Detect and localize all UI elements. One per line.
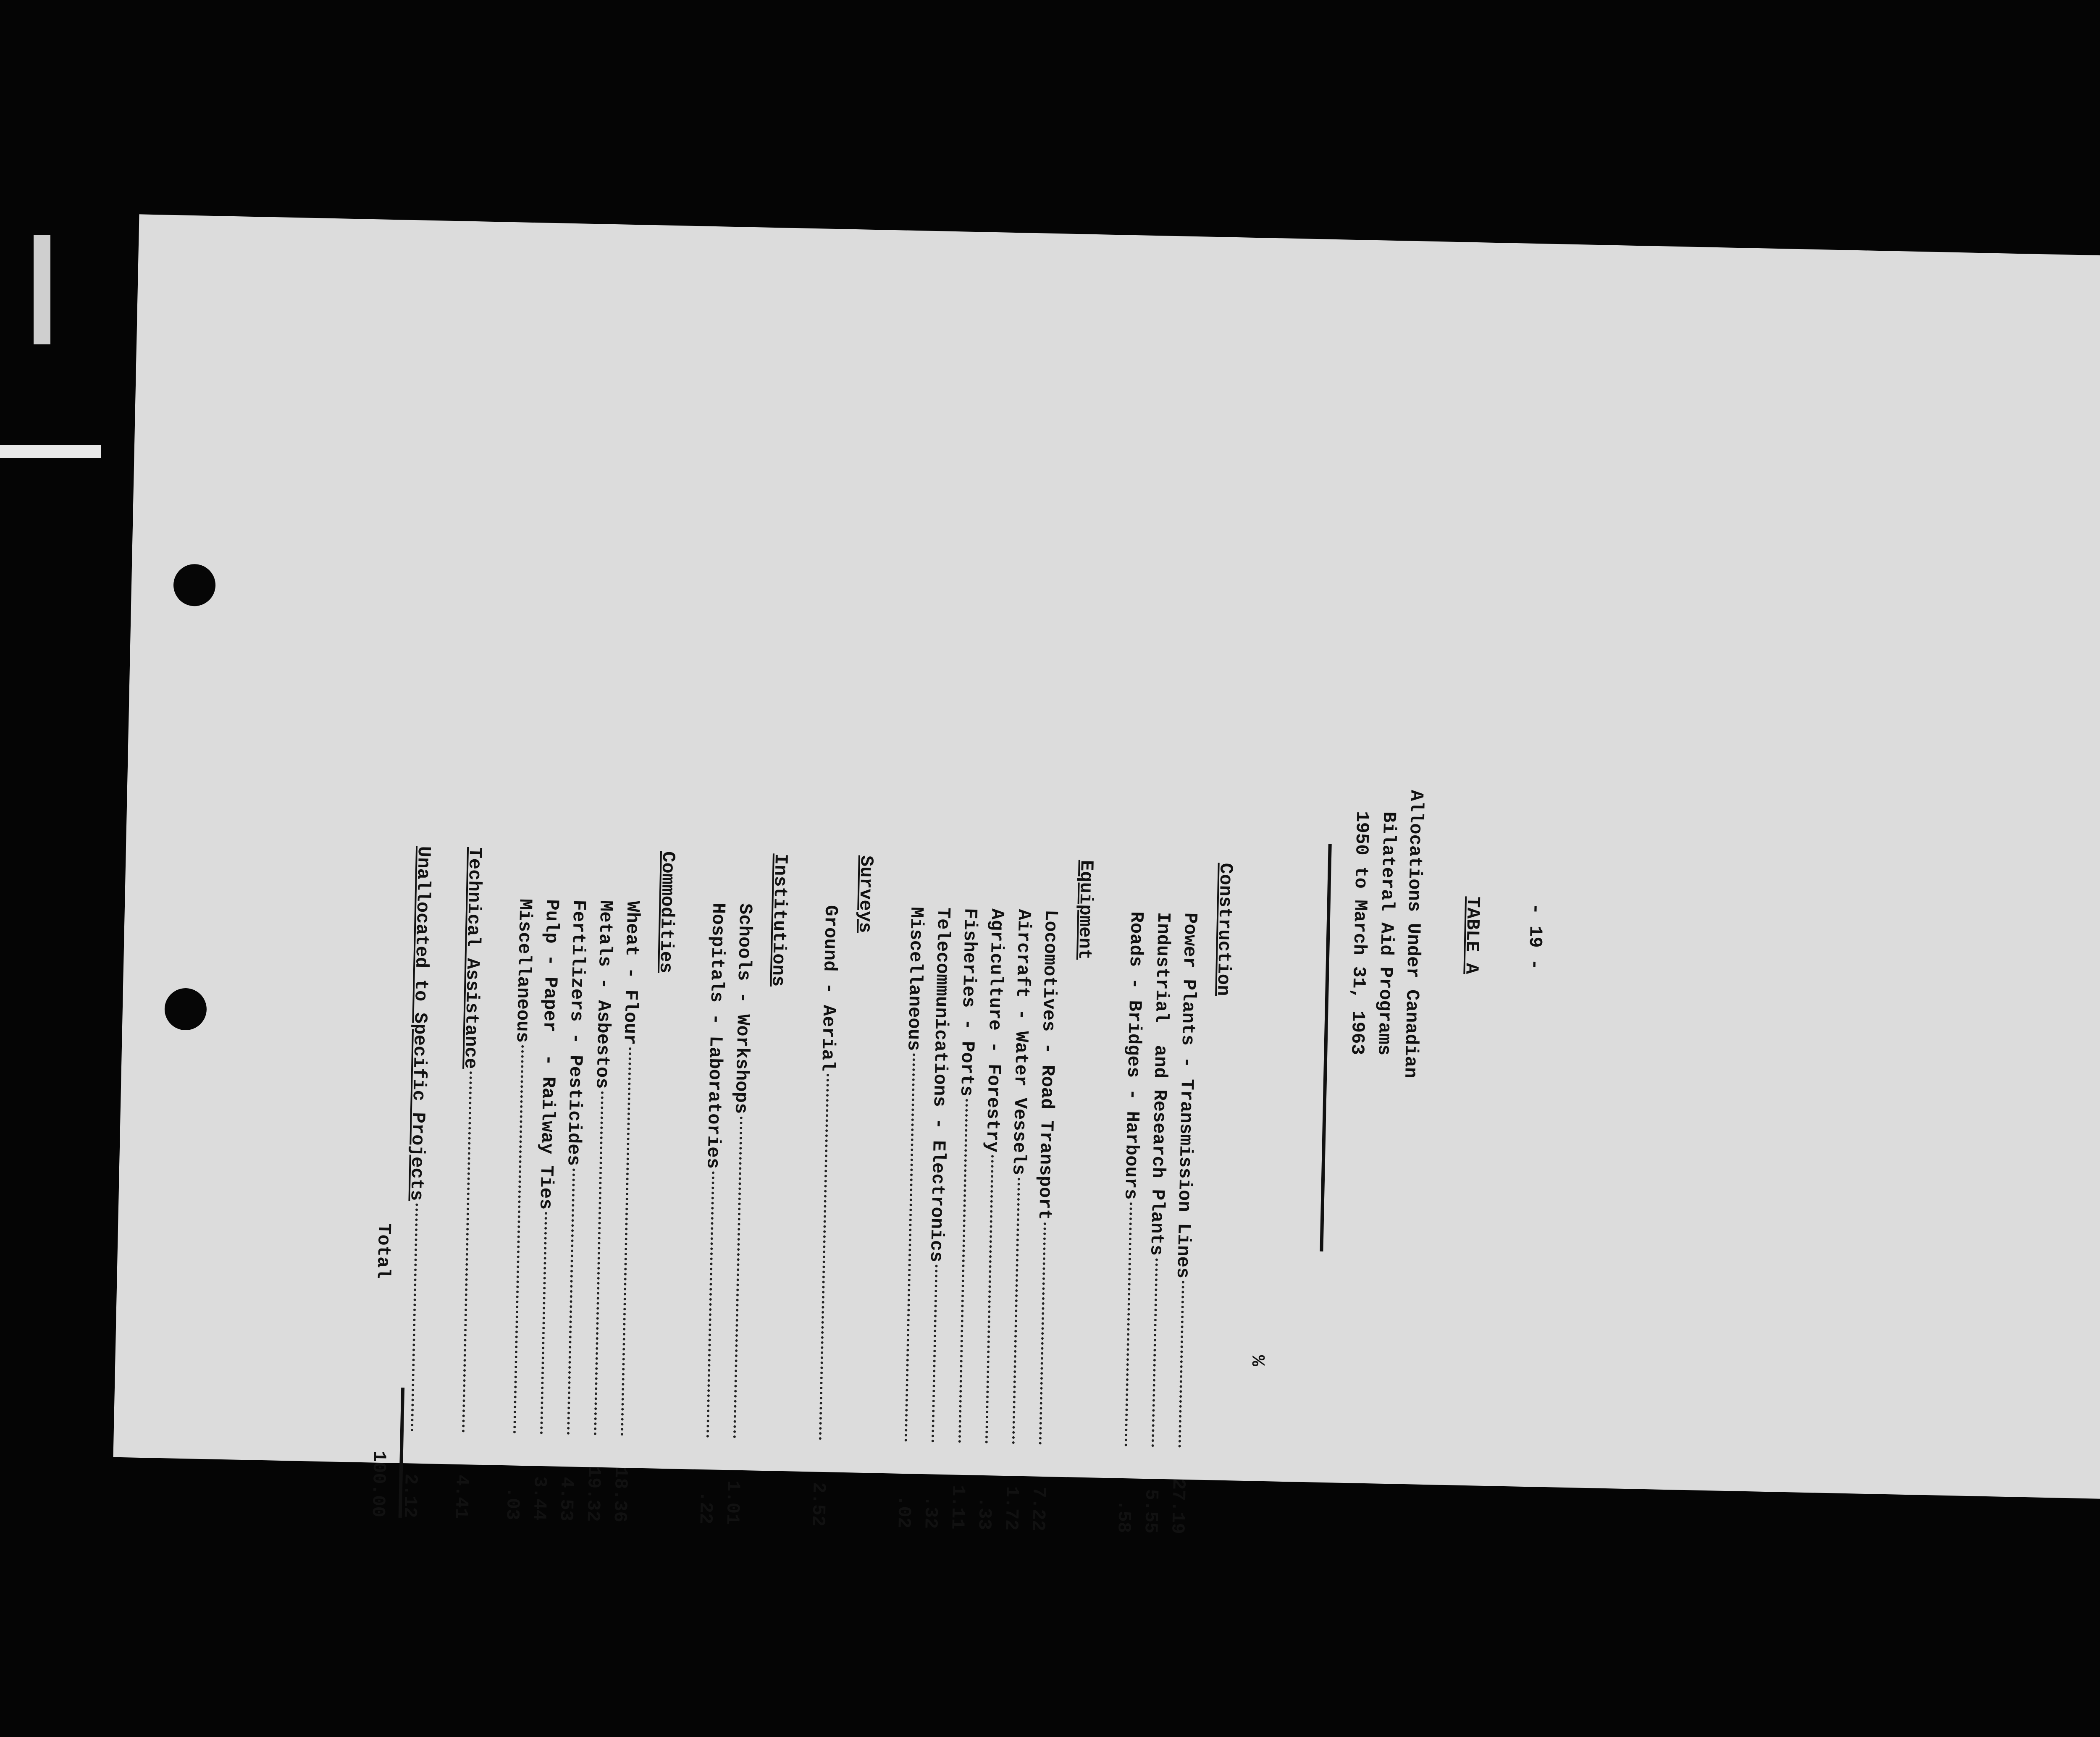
allocation-item-value: 27.19 bbox=[1166, 1478, 1189, 1535]
total-spacer bbox=[375, 1279, 378, 1433]
table-label: TABLE A bbox=[1460, 896, 1483, 975]
allocation-item-value: .58 bbox=[1113, 1499, 1134, 1533]
dot-leader bbox=[733, 1116, 743, 1438]
section-equipment bbox=[890, 856, 1099, 1532]
allocation-item-label: Pulp - Paper - Railway Ties bbox=[535, 899, 562, 1210]
percent-symbol: % bbox=[1246, 1355, 1268, 1367]
dot-leader bbox=[567, 1168, 575, 1435]
dot-leader bbox=[594, 1092, 604, 1435]
dot-leader bbox=[958, 1099, 968, 1443]
allocation-item-label: Power Plants - Transmission Lines bbox=[1172, 912, 1201, 1279]
allocation-item-value: 4.53 bbox=[555, 1477, 577, 1522]
title-rule bbox=[1320, 844, 1331, 1252]
section-heading: Surveys bbox=[854, 855, 877, 934]
page-number: - 19 - bbox=[1523, 903, 1546, 970]
allocation-item-value: .33 bbox=[973, 1496, 995, 1530]
allocation-item-value: 5.55 bbox=[1139, 1489, 1162, 1534]
table-title bbox=[1333, 324, 1439, 1543]
title-line: Bilateral Aid Programs bbox=[1373, 811, 1399, 1056]
allocation-item-label: Wheat - Flour bbox=[619, 900, 643, 1045]
section-heading: Construction bbox=[1212, 863, 1236, 997]
allocation-item-label: Aircraft - Water Vessels bbox=[1008, 909, 1034, 1175]
allocation-item-label: Fisheries - Ports bbox=[955, 908, 981, 1097]
dot-leader bbox=[540, 1212, 547, 1434]
allocation-item-label: Agriculture - Forestry bbox=[981, 908, 1008, 1153]
unallocated-value: 2.12 bbox=[399, 1473, 421, 1518]
dot-leader bbox=[1039, 1223, 1046, 1445]
film-edge-top bbox=[0, 445, 101, 458]
allocation-list bbox=[364, 845, 1239, 1535]
allocation-item-label: Roads - Bridges - Harbours bbox=[1119, 911, 1147, 1200]
allocation-item-value: .32 bbox=[919, 1495, 942, 1529]
allocation-item-value: .22 bbox=[694, 1490, 717, 1524]
dot-leader bbox=[985, 1155, 994, 1443]
document-page bbox=[113, 214, 2100, 1535]
allocation-item-value: 2.52 bbox=[807, 1482, 829, 1527]
allocation-item-label: Miscellaneous bbox=[511, 898, 536, 1043]
technical-assistance-label: Technical Assistance bbox=[459, 847, 486, 1069]
allocation-item-value: 3.44 bbox=[528, 1476, 550, 1521]
dot-leader bbox=[932, 1265, 938, 1442]
title-line: 1950 to March 31, 1963 bbox=[1346, 811, 1373, 1055]
allocation-item-label: Metals - Asbestos bbox=[591, 900, 616, 1089]
allocation-item-row bbox=[804, 854, 845, 1527]
total-label: Total bbox=[372, 1223, 394, 1279]
dot-leader bbox=[1179, 1281, 1184, 1448]
dot-leader bbox=[1012, 1178, 1020, 1444]
allocation-item-value: 1.72 bbox=[1000, 1486, 1022, 1531]
allocation-item-value: 1.01 bbox=[721, 1480, 743, 1525]
total-value: 100.00 bbox=[367, 1450, 389, 1518]
allocation-item-value: .02 bbox=[892, 1495, 915, 1529]
section-heading: Commodities bbox=[654, 851, 679, 973]
dot-leader bbox=[819, 1074, 829, 1440]
section-heading: Equipment bbox=[1073, 860, 1097, 960]
section-heading: Institutions bbox=[767, 853, 791, 987]
dot-leader bbox=[1125, 1202, 1132, 1446]
allocation-item-value: .03 bbox=[501, 1486, 523, 1521]
section-commodities bbox=[499, 848, 681, 1523]
film-edge-left bbox=[34, 235, 50, 344]
allocation-item-label: Fertilizers - Pesticides bbox=[562, 900, 589, 1166]
page-content bbox=[150, 299, 2023, 1556]
allocation-item-value: 18.36 bbox=[609, 1467, 631, 1523]
technical-assistance-value: 4.41 bbox=[450, 1474, 472, 1519]
allocation-item-label: Industrial and Research Plants bbox=[1145, 912, 1174, 1256]
technical-assistance-row bbox=[447, 847, 488, 1519]
allocation-item-label: Locomotives - Road Transport bbox=[1033, 909, 1061, 1220]
unallocated-label: Unallocated to Specific Projects bbox=[405, 846, 434, 1202]
section-surveys bbox=[804, 854, 879, 1527]
dot-leader bbox=[462, 1071, 472, 1433]
dot-leader bbox=[706, 1171, 714, 1438]
allocation-item-label: Schools - Workshops bbox=[730, 903, 756, 1114]
allocation-item-label: Ground - Aerial bbox=[816, 905, 841, 1072]
dot-leader bbox=[411, 1204, 418, 1432]
allocation-item-value: 19.32 bbox=[582, 1466, 604, 1522]
allocation-item-value: 1.11 bbox=[946, 1485, 969, 1530]
dot-leader bbox=[905, 1054, 915, 1442]
allocation-item-label: Hospitals - Laboratories bbox=[702, 902, 729, 1169]
allocation-item-label: Miscellaneous bbox=[903, 906, 927, 1052]
section-institutions bbox=[692, 852, 794, 1526]
dot-leader bbox=[621, 1047, 631, 1436]
allocation-item-label: Telecommunications - Electronics bbox=[925, 907, 954, 1262]
dot-leader bbox=[513, 1045, 524, 1434]
dot-leader bbox=[1152, 1258, 1158, 1447]
title-line: Allocations Under Canadian bbox=[1399, 790, 1427, 1078]
section-construction bbox=[1110, 861, 1239, 1535]
section-technical-assistance bbox=[447, 847, 488, 1519]
allocation-item-value: 7.22 bbox=[1027, 1486, 1049, 1532]
